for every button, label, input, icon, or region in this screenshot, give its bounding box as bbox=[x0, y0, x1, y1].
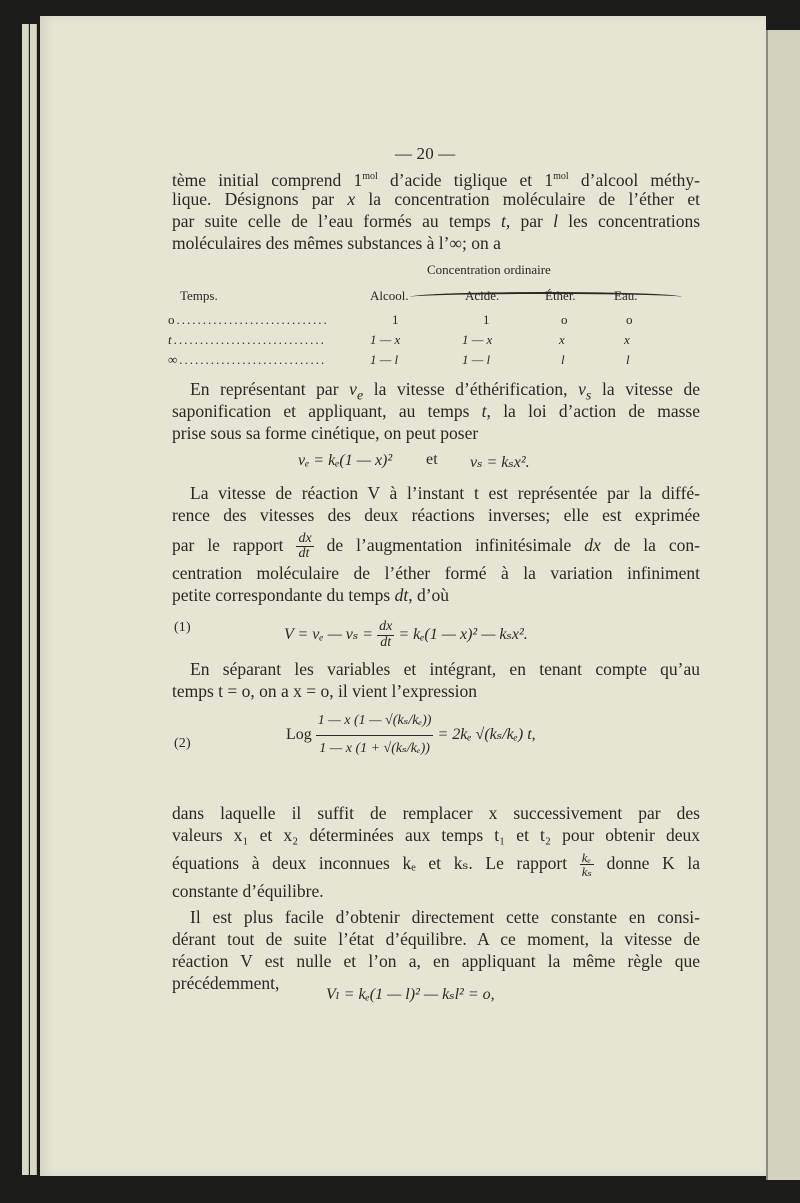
para3-line3: par le rapport $\frac{dx}{dt}$ de l’augmentation infinitésimale dx de la con- bbox=[172, 530, 701, 562]
table-col-acide: Acide. bbox=[465, 288, 500, 303]
para6-line1: Il est plus facile d’obtenir directement cette constante en consi- bbox=[190, 907, 700, 927]
para1-line3: par suite celle de l’eau formés au temps t, par l les concentrations bbox=[172, 211, 700, 231]
equation-2: Log $\frac{\text{1 — x (1 — √(kₛ/kₑ))}}{\text{1 — x (1 + √(kₛ/kₑ))}}$ = 2kₑ √(kₛ/kₑ) t, bbox=[286, 713, 536, 756]
para3-line4: centration moléculaire de l’éther formé à la variation infiniment bbox=[172, 563, 700, 583]
para5-line2: valeurs x₁ et x₂ déterminées aux temps t₁ et t₂ pour obtenir deux bbox=[172, 825, 700, 845]
equation-vs: vₛ = kₛx². bbox=[470, 454, 530, 471]
table-col-ether: Éther. bbox=[545, 288, 576, 303]
para6-line2: dérant tout de suite l’état d’équilibre. A ce moment, la vitesse de bbox=[172, 929, 700, 949]
para2-line3: prise sous sa forme cinétique, on peut poser bbox=[172, 423, 479, 443]
para6-line3: réaction V est nulle et l’on a, en appliquant la même règle que bbox=[172, 951, 700, 971]
para5-line4: constante d’équilibre. bbox=[172, 881, 324, 901]
table-row-header: Temps. bbox=[180, 288, 218, 303]
equation-et: et bbox=[426, 451, 438, 468]
para3-line5: petite correspondante du temps dt, d’où bbox=[172, 585, 450, 605]
para4-line1: En séparant les variables et intégrant, en tenant compte qu’au bbox=[190, 659, 700, 679]
table-group-header: Concentration ordinaire bbox=[427, 262, 551, 277]
equation-1-number: (1) bbox=[174, 620, 191, 635]
equation-3: Vₗ = kₑ(1 — l)² — kₛl² = o, bbox=[326, 986, 495, 1003]
para4-line2: temps t = o, on a x = o, il vient l’expression bbox=[172, 681, 478, 701]
equation-2-number: (2) bbox=[174, 736, 191, 751]
table-col-eau: Eau. bbox=[614, 288, 638, 303]
para1-line1: tème initial comprend $1^{mol}$ d’acide tiglique et $1^{mol}$ d’alcool méthy- bbox=[172, 170, 701, 190]
para2-line1: En représentant par $v_e$ la vitesse d’éthérification, $v_s$ la vitesse de bbox=[190, 379, 701, 404]
facing-page-edge bbox=[766, 30, 800, 1180]
equation-ve: vₑ = kₑ(1 — x)² bbox=[298, 452, 393, 469]
para5-line3: équations à deux inconnues kₑ et kₛ. Le rapport $\frac{\text{kₑ}}{\text{kₛ}}$ donne K la bbox=[172, 849, 701, 880]
para2-line2: saponification et appliquant, au temps t, la loi d’action de masse bbox=[172, 401, 700, 421]
page-number: — 20 — bbox=[395, 144, 456, 163]
page-stack-edge bbox=[30, 24, 37, 1175]
table-col-alcool: Alcool. bbox=[370, 288, 409, 303]
para1-line4: moléculaires des mêmes substances à l’∞; on a bbox=[172, 233, 501, 253]
para5-line1: dans laquelle il suffit de remplacer x successivement par des bbox=[172, 803, 700, 823]
book-page: — 20 — tème initial comprend $1^{mol}$ d’acide tiglique et $1^{mol}$ d’alcool méthy- lique. Désignons par x la concentration moléculaire de l’éther et par suite celle de l’eau formés au temps t, par l les concentrations moléculaires des mêmes substances à l’∞; on a Concentration ordinaire Temps. Alcool. Acide. Éther. Eau. o............................. 1 1 o o t............................. 1 — x 1 — x x x ∞............................ 1 — l 1 — l l l En représentant par $v_e$ la vitesse d’éthérification, $v_s$ la vitesse de saponification et appliquant, au temps t, la loi d’action de masse prise sous sa forme cinétique, on peut poser vₑ = kₑ(1 — x)² et vₛ = kₛx². La vitesse de réaction V à l’instant t est représentée par la diffé- rence des vitesses des deux réactions inverses; elle est exprimée par le rapport $\frac{dx}{dt}$ de l’augmentation infinitésimale dx de la con- centration moléculaire de l’éther formé à la variation infiniment petite correspondante du temps dt, d’où (1) V = vₑ — vₛ = $\frac{dx}{dt}$ = kₑ(1 — x)² — kₛx². En séparant les variables et intégrant, en tenant compte qu’au temps t = o, on a x = o, il vient l’expression (2) Log $\frac{\text{1 — x (1 — √(kₛ/kₑ))}}{\text{1 — x (1 + √(kₛ/kₑ))}}$ = 2kₑ √(kₛ/kₑ) t, dans laquelle il suffit de remplacer x successivement par des valeurs x₁ et x₂ déterminées aux temps t₁ et t₂ pour obtenir deux équations à deux inconnues kₑ et kₛ. Le rapport $\frac{\text{kₑ}}{\text{kₛ}}$ donne K la constante d’équilibre. Il est plus facile d’obtenir directement cette constante en consi- dérant tout de suite l’état d’équilibre. A ce moment, la vitesse de réaction V est nulle et l’on a, en appliquant la même règle que précédemment, Vₗ = kₑ(1 — l)² — kₛl² = o, bbox=[40, 16, 766, 1176]
equation-1: V = vₑ — vₛ = $\frac{dx}{dt}$ = kₑ(1 — x)² — kₛx². bbox=[284, 619, 528, 650]
para6-line4: précédemment, bbox=[172, 973, 280, 993]
para1-line2: lique. Désignons par x la concentration moléculaire de l’éther et bbox=[172, 189, 700, 209]
para3-line1: La vitesse de réaction V à l’instant t est représentée par la diffé- bbox=[190, 483, 700, 503]
para3-line2: rence des vitesses des deux réactions inverses; elle est exprimée bbox=[172, 505, 700, 525]
page-stack-edge bbox=[22, 24, 29, 1175]
